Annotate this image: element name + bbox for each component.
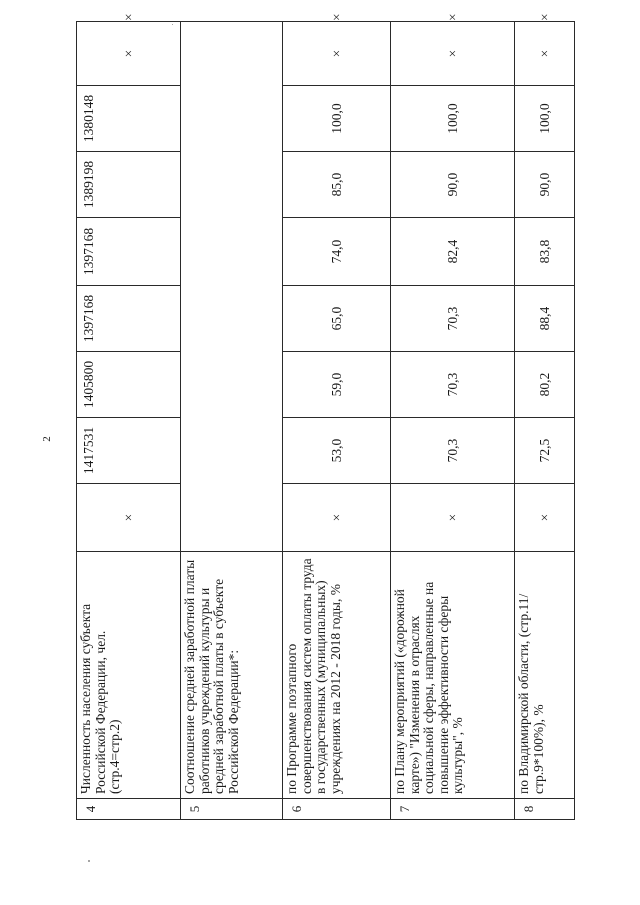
cell: × — [77, 22, 181, 86]
cell: 90,0 — [391, 152, 515, 218]
page-number: 2 — [40, 436, 53, 442]
table-row: 4 Численность населения субъекта Российской Федерации, чел. (стр.4=стр.2) × 1417531 1405800 1397168 1397168 1389198 1380148 × × — [77, 22, 181, 820]
cell: 70,3 — [391, 418, 515, 484]
cell — [181, 418, 283, 484]
cell — [181, 352, 283, 418]
cell: 80,2 — [515, 352, 575, 418]
row-number: 8 — [515, 799, 575, 820]
cell: 70,3 — [391, 286, 515, 352]
rotated-table-wrapper — [76, 13, 552, 820]
cell: 83,8 — [515, 218, 575, 286]
cell: 90,0 — [515, 152, 575, 218]
cell: 70,3 — [391, 352, 515, 418]
cell: × — [515, 484, 575, 552]
cell: 82,4 — [391, 218, 515, 286]
table-row: 6 по Программе поэтапного совершенствования систем оплаты труда в государственных (муниципальных) учреждениях на 2012 - 2018 годы, % × 53,0 59,0 65,0 74,0 85,0 100,0 × × — [283, 22, 391, 820]
row-label: по Плану мероприятий («дорожной карте») "Изменения в отраслях социальной сферы, направленные на повышение эффективности сферы культуры", % — [391, 552, 515, 799]
cell: 100,0 — [515, 86, 575, 152]
cell: 72,5 — [515, 418, 575, 484]
cell: × — [391, 484, 515, 552]
cell — [181, 152, 283, 218]
cell — [181, 22, 283, 86]
scan-speck — [88, 860, 90, 862]
row-number: 4 — [77, 799, 181, 820]
cell — [181, 286, 283, 352]
table-row: 8 по Владимирской области, (стр.11/ стр.9*100%), % × 72,5 80,2 88,4 83,8 90,0 100,0 × × — [515, 22, 575, 820]
row-label: Соотношение средней заработной платы работников учреждений культуры и средней заработной платы в субъекте Российской Федерации*: — [181, 552, 283, 799]
cell: × — [283, 484, 391, 552]
cell: 1380148 — [77, 86, 181, 152]
cell: 1389198 — [77, 152, 181, 218]
row-number: 5 — [181, 799, 283, 820]
row-label: по Владимирской области, (стр.11/ стр.9*100%), % — [515, 552, 575, 799]
cell: 88,4 — [515, 286, 575, 352]
row-number: 7 — [391, 799, 515, 820]
cell: 74,0 — [283, 218, 391, 286]
cell: 1417531 — [77, 418, 181, 484]
row-label: Численность населения субъекта Российской Федерации, чел. (стр.4=стр.2) — [77, 552, 181, 799]
cell: × — [77, 484, 181, 552]
table-row — [181, 22, 283, 820]
cell: 100,0 — [283, 86, 391, 152]
cell: 85,0 — [283, 152, 391, 218]
cell: × — [283, 22, 391, 86]
cell: 100,0 — [391, 86, 515, 152]
cell: × — [391, 22, 515, 86]
cell: 1397168 — [77, 218, 181, 286]
cell: × — [515, 22, 575, 86]
data-table — [76, 13, 575, 820]
cell — [181, 218, 283, 286]
cell — [181, 484, 283, 552]
row-number: 6 — [283, 799, 391, 820]
table-row: 7 по Плану мероприятий («дорожной карте») "Изменения в отраслях социальной сферы, направленные на повышение эффективности сферы культуры", % × 70,3 70,3 70,3 82,4 90,0 100,0 × × — [391, 22, 515, 820]
cell: 53,0 — [283, 418, 391, 484]
cell: 1405800 — [77, 352, 181, 418]
cell: 65,0 — [283, 286, 391, 352]
row-label: по Программе поэтапного совершенствования систем оплаты труда в государственных (муниципальных) учреждениях на 2012 - 2018 годы, % — [283, 552, 391, 799]
cell: 1397168 — [77, 286, 181, 352]
cell: 59,0 — [283, 352, 391, 418]
cell — [181, 86, 283, 152]
